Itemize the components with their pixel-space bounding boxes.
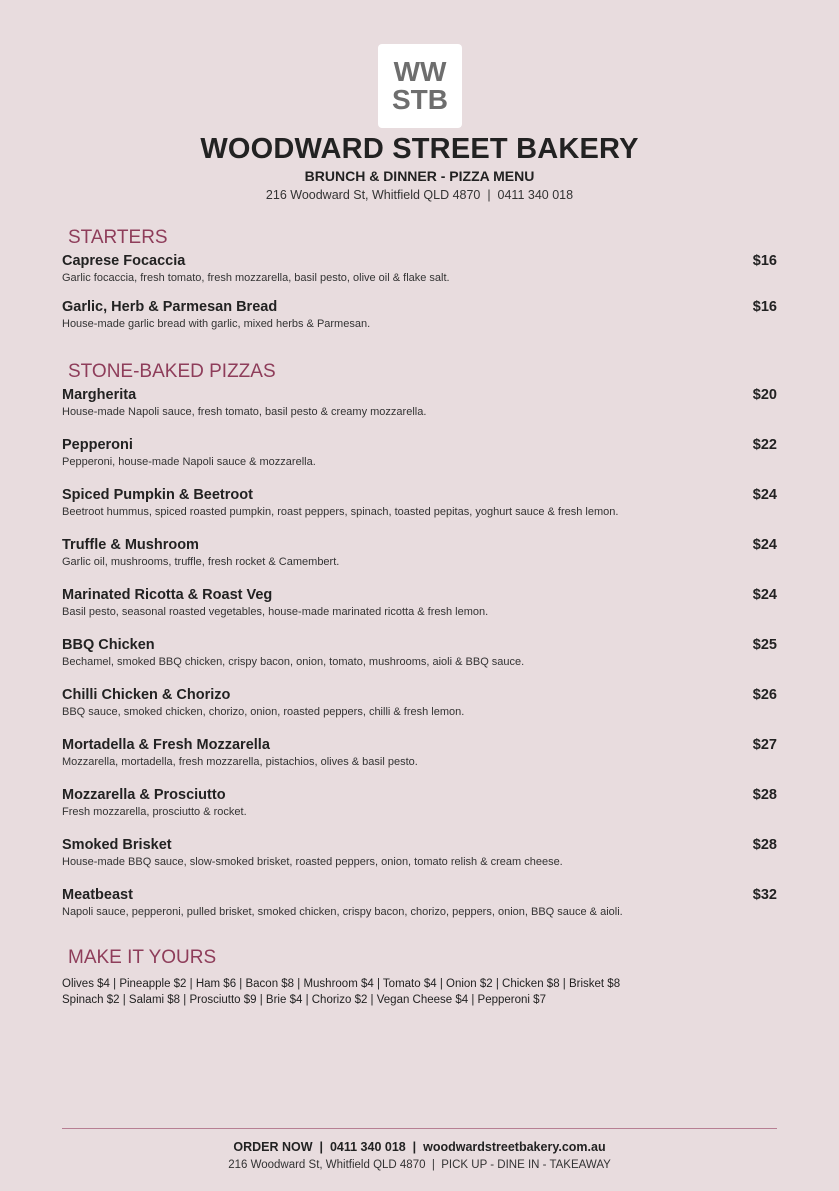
item-description: House-made garlic bread with garlic, mixed herbs & Parmesan. [62,318,371,330]
item-price: $16 [752,253,777,269]
item-price: $28 [752,837,777,853]
item-name: Smoked Brisket [62,837,172,853]
item-description: Garlic focaccia, fresh tomato, fresh mozzarella, basil pesto, olive oil & flake salt. [62,272,450,284]
item-description: Basil pesto, seasonal roasted vegetables, house-made marinated ricotta & fresh lemon. [62,606,489,618]
item-price: $16 [752,299,777,315]
item-price: $20 [752,387,777,403]
item-name: Truffle & Mushroom [62,537,199,553]
item-price: $24 [752,537,777,553]
item-name: Margherita [62,387,137,403]
menu-item [62,837,777,868]
item-name: Marinated Ricotta & Roast Veg [62,587,273,603]
item-price: $24 [752,587,777,603]
extras-line-1: Olives $4 | Pineapple $2 | Ham $6 | Bacon $8 | Mushroom $4 | Tomato $4 | Onion $2 | Chicken $8 | Brisket $8 [62,978,621,990]
item-price: $28 [752,787,777,803]
item-description: Napoli sauce, pepperoni, pulled brisket, smoked chicken, crispy bacon, chorizo, peppers, onion, BBQ sauce & aioli. [62,906,623,918]
header-address: 216 Woodward St, Whitfield QLD 4870 | 0411 340 018 [265,188,574,202]
item-price: $22 [752,437,777,453]
footer-divider [62,1128,777,1129]
item-name: BBQ Chicken [62,637,155,653]
section-heading-pizzas: STONE-BAKED PIZZAS [68,361,276,382]
item-description: House-made BBQ sauce, slow-smoked brisket, roasted peppers, onion, tomato relish & cream cheese. [62,856,563,868]
page-title: WOODWARD STREET BAKERY [200,133,639,165]
logo [378,44,462,128]
item-price: $27 [752,737,777,753]
menu-item [62,637,777,668]
item-name: Garlic, Herb & Parmesan Bread [62,299,278,315]
extras-line-2: Spinach $2 | Salami $8 | Prosciutto $9 | Brie $4 | Chorizo $2 | Vegan Cheese $4 | Pepperoni $7 [62,994,546,1006]
menu-item [62,437,777,468]
item-name: Mozzarella & Prosciutto [62,787,226,803]
menu-item [62,299,777,330]
item-price: $32 [752,887,777,903]
footer-address-line: 216 Woodward St, Whitfield QLD 4870 | PICK UP - DINE IN - TAKEAWAY [228,1159,611,1171]
footer-order-line: ORDER NOW | 0411 340 018 | woodwardstreetbakery.com.au [233,1140,606,1154]
item-name: Chilli Chicken & Chorizo [62,687,231,703]
section-heading-starters: STARTERS [68,227,168,248]
menu-item [62,737,777,768]
item-description: Pepperoni, house-made Napoli sauce & mozzarella. [62,456,316,468]
item-description: Mozzarella, mortadella, fresh mozzarella, pistachios, olives & basil pesto. [62,756,418,768]
menu-item [62,787,777,818]
item-description: Fresh mozzarella, prosciutto & rocket. [62,806,247,818]
extras-list [62,976,620,1008]
item-description: Garlic oil, mushrooms, truffle, fresh rocket & Camembert. [62,556,340,568]
menu-item [62,387,777,418]
page-subtitle: BRUNCH & DINNER - PIZZA MENU [304,168,535,184]
item-name: Meatbeast [62,887,133,903]
item-name: Spiced Pumpkin & Beetroot [62,487,253,503]
menu-item [62,887,777,918]
menu-item [62,537,777,568]
menu-item [62,253,777,284]
item-price: $25 [752,637,777,653]
item-price: $24 [752,487,777,503]
menu-item [62,487,777,518]
item-price: $26 [752,687,777,703]
logo-line-2: STB [392,84,448,115]
item-name: Caprese Focaccia [62,253,186,269]
item-description: Bechamel, smoked BBQ chicken, crispy bacon, onion, tomato, mushrooms, aioli & BBQ sauce. [62,656,525,668]
item-name: Mortadella & Fresh Mozzarella [62,737,270,753]
section-heading-extras: MAKE IT YOURS [68,947,217,968]
item-description: House-made Napoli sauce, fresh tomato, basil pesto & creamy mozzarella. [62,406,427,418]
menu-item [62,687,777,718]
item-description: BBQ sauce, smoked chicken, chorizo, onion, roasted peppers, chilli & fresh lemon. [62,706,465,718]
menu-item [62,587,777,618]
item-description: Beetroot hummus, spiced roasted pumpkin, roast peppers, spinach, toasted pepitas, yoghurt sauce & fresh lemon. [62,506,619,518]
item-name: Pepperoni [62,437,133,453]
logo-line-1: WW [393,56,447,87]
